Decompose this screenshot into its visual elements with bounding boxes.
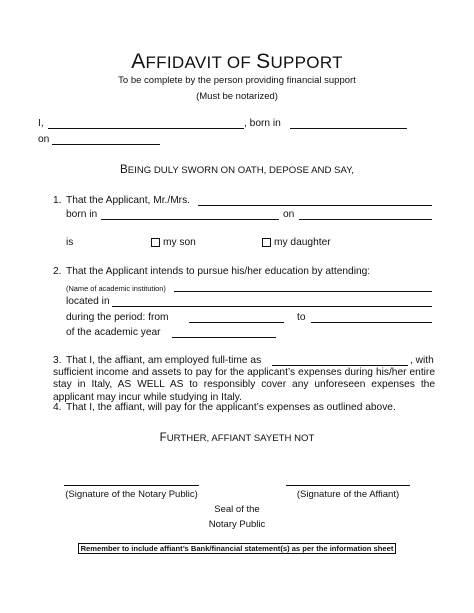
item1-is-label: is (66, 237, 74, 248)
item3-line1-end: , with (410, 355, 434, 366)
affiant-signature-label: (Signature of the Affiant) (296, 489, 400, 500)
located-in-label: located in (66, 296, 110, 307)
institution-name-field[interactable] (174, 291, 432, 292)
subtitle: To be complete by the person providing financial support (118, 75, 356, 86)
intro-on-label: on (38, 134, 50, 145)
my-son-label: my son (163, 237, 196, 248)
reminder-note: Remember to include affiant’s Bank/financial statement(s) as per the information sheet (78, 543, 396, 554)
further-statement: FURTHER, AFFIANT SAYETH NOT (159, 431, 315, 444)
item1-born-in-label: born in (66, 209, 98, 220)
affiant-name-field[interactable] (48, 128, 244, 129)
notary-signature-line[interactable] (64, 485, 199, 486)
notary-signature-label: (Signature of the Notary Public) (65, 489, 198, 500)
item1-number: 1. (53, 195, 62, 206)
intro-i-label: I, (38, 118, 44, 129)
seal-line2: Notary Public (208, 519, 266, 530)
item1-text: That the Applicant, Mr./Mrs. (66, 195, 190, 206)
affiant-birthplace-field[interactable] (290, 128, 407, 129)
item1-on-label: on (283, 209, 295, 220)
seal-line1: Seal of the (214, 504, 260, 515)
item2-number: 2. (53, 266, 62, 277)
institution-location-field[interactable] (112, 306, 432, 307)
applicant-birthplace-field[interactable] (101, 219, 279, 220)
academic-year-field[interactable] (172, 337, 276, 338)
affiant-birthdate-field[interactable] (52, 144, 160, 145)
period-to-field[interactable] (311, 322, 432, 323)
document-title: AFFIDAVIT OF SUPPORT (131, 50, 343, 73)
applicant-birthdate-field[interactable] (299, 219, 432, 220)
intro-born-in-label: , born in (244, 118, 281, 129)
item3-number: 3. (53, 355, 62, 366)
academic-year-label: of the academic year (66, 327, 161, 338)
institution-label: (Name of academic institution) (66, 284, 166, 293)
sworn-statement: BEING DULY SWORN ON OATH, DEPOSE AND SAY, (120, 163, 354, 176)
item4-text: That I, the affiant, will pay for the applicant’s expenses as outlined above. (66, 402, 396, 413)
period-from-label: during the period: from (66, 312, 169, 323)
my-daughter-label: my daughter (274, 237, 331, 248)
applicant-name-field[interactable] (198, 205, 432, 206)
my-son-checkbox[interactable] (151, 238, 160, 247)
item2-text: That the Applicant intends to pursue his/her education by attending: (66, 266, 371, 277)
item3-line1: That I, the affiant, am employed full-time as (66, 355, 262, 366)
item3-body: sufficient income and assets to pay for the applicant’s expenses during his/her entire stay in Italy, AS WELL AS to responsibly cover any unforeseen expenses the applicant may incur while studying in Italy. (53, 367, 435, 403)
employment-field[interactable] (272, 365, 408, 366)
my-daughter-checkbox[interactable] (262, 238, 271, 247)
notarized-note: (Must be notarized) (196, 91, 278, 102)
item4-number: 4. (53, 402, 62, 413)
period-from-field[interactable] (189, 322, 284, 323)
affiant-signature-line[interactable] (286, 485, 410, 486)
period-to-label: to (297, 312, 306, 323)
